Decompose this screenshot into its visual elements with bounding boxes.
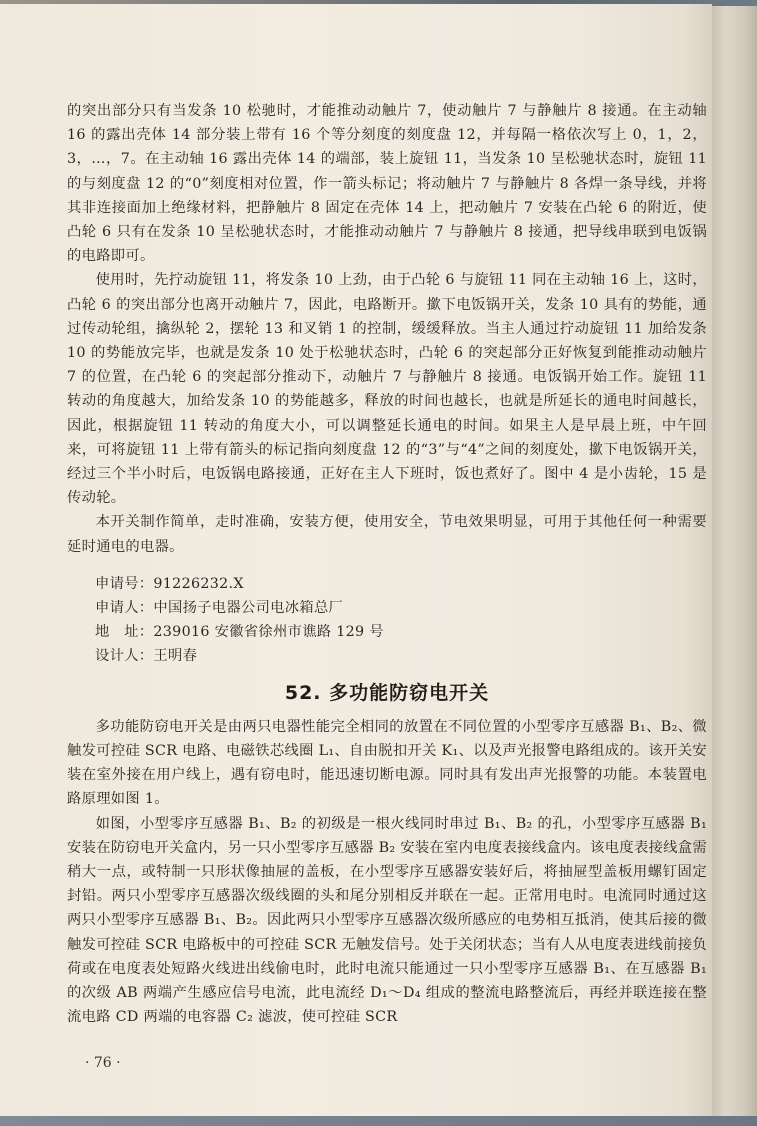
application-number-line [67,572,707,596]
patent-info-block [67,572,707,669]
page-content [67,99,707,1029]
applicant-label: 申请人： [95,600,154,617]
designer-label: 设计人： [95,648,154,665]
scan-bottom-edge [0,1116,757,1126]
applicant-value: 中国扬子电器公司电冰箱总厂 [153,600,344,617]
address-label: 地 址： [95,624,154,641]
address-value: 239016 安徽省徐州市谯路 129 号 [153,624,384,641]
designer-line [67,644,707,668]
summary-paragraph: 本开关制作简单，走时准确，安装方便，使用安全，节电效果明显，可用于其他任何一种需要延时通电的电器。 [67,514,707,555]
facing-page-edge [712,6,757,1116]
section-paragraph-1: 多功能防窃电开关是由两只电器性能完全相同的放置在不同位置的小型零序互感器 B₁、B₂、微触发可控硅 SCR 电路、电磁铁芯线圈 L₁、自由脱扣开关 K₁、以及声光报警电路组成的。该开关安装在室外接在用户线上，遇有窃电时，能迅速切断电源。同时具有发出声光报警的功能。本装置电路原理如图 1。 [67,718,707,808]
usage-paragraph: 使用时，先拧动旋钮 11，将发条 10 上劲，由于凸轮 6 与旋钮 11 同在主动轴 16 上，这时，凸轮 6 的突出部分也离开动触片 7，因此，电路断开。撳下电饭锅开关，发条 10 具有的势能，通过传动轮组，擒纵轮 2，摆轮 13 和叉销 1 的控制，缓缓释放。当主人通过拧动旋钮 11 加给发条 10 的势能放完毕，也就是发条 10 处于松驰状态时，凸轮 6 的突起部分正好恢复到能推动动触片 7 的位置，在凸轮 6 的突起部分推动下，动触片 7 与静触片 8 接通。电饭锅开始工作。旋钮 11 转动的角度越大，加给发条 10 的势能越多，释放的时间也越长，也就是所延长的通电时间越长，因此，根据旋钮 11 转动的角度大小，可以调整延长通电的时间。如果主人是早晨上班，中午回来，可将旋钮 11 上带有箭头的标记指向刻度盘 12 的“3”与“4”之间的刻度处，撳下电饭锅开关，经过三个半小时后，电饭锅电路接通，正好在主人下班时，饭也煮好了。图中 4 是小齿轮，15 是传动轮。 [67,272,707,507]
section-paragraph-2: 如图，小型零序互感器 B₁、B₂ 的初级是一根火线同时串过 B₁、B₂ 的孔，小型零序互感器 B₁ 安装在防窃电开关盒内，另一只小型零序互感器 B₂ 安装在室内电度表接线盒内。该电度表接线盒需稍大一点，或特制一只形状像抽屉的盖板，在小型零序互感器安装好后，将抽屉型盖板用螺钉固定封铅。两只小型零序互感器次级线圈的头和尾分别相反并联在一起。正常用电时。电流同时通过这两只小型零序互感器 B₁、B₂。因此两只小型零序互感器次级所感应的电势相互抵消，使其后接的微触发可控硅 SCR 电路板中的可控硅 SCR 无触发信号。处于关闭状态；当有人从电度表进线前接负荷或在电度表处短路火线进出线偷电时，此时电流只能通过一只小型零序互感器 B₁、在互感器 B₁ 的次级 AB 两端产生感应信号电流，此电流经 D₁～D₄ 组成的整流电路整流后，再经并联连接在整流电路 CD 两端的电容器 C₂ 滤波，使可控硅 SCR [67,815,707,1026]
continued-paragraph-1: 的突出部分只有当发条 10 松驰时，才能推动动触片 7，使动触片 7 与静触片 8 接通。在主动轴 16 的露出壳体 14 部分装上带有 16 个等分刻度的刻度盘 12，并每隔一格依次写上 0，1，2，3，…，7。在主动轴 16 露出壳体 14 的端部，装上旋钮 11，当发条 10 呈松驰状态时，旋钮 11 的与刻度盘 12 的“0”刻度相对位置，作一箭头标记；将动触片 7 与静触片 8 各焊一条导线，并将其非连接面加上绝缘材料，把静触片 8 固定在壳体 14 上，把动触片 7 安装在凸轮 6 的附近，使凸轮 6 只有在发条 10 呈松驰状态时，才能推动动触片 7 与静触片 8 接通，把导线串联到电饭锅的电路即可。 [67,103,707,265]
page-number: · 76 · [85,1055,121,1071]
applicant-line [67,596,707,620]
address-line [67,620,707,644]
application-number-label: 申请号： [95,575,154,592]
application-number-value: 91226232.X [153,575,244,592]
section-title: 52. 多功能防窃电开关 [284,681,490,704]
designer-value: 王明春 [153,648,198,665]
